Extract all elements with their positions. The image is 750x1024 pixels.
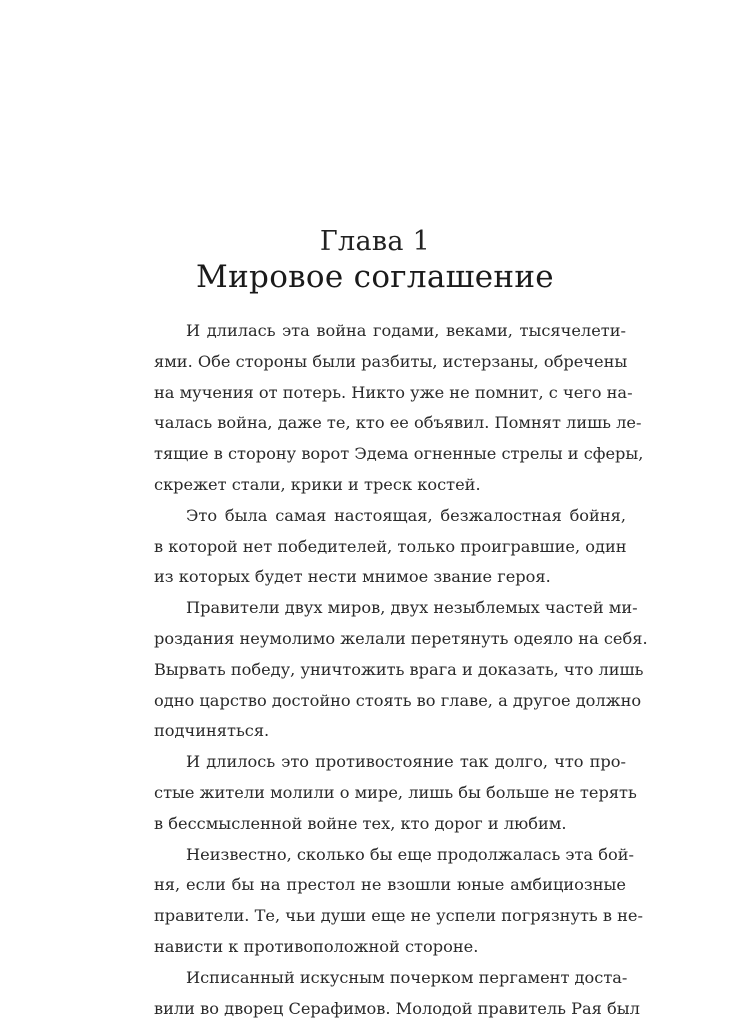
text-line: И длилась эта война годами, веками, тысячелети- xyxy=(186,321,626,340)
text-line: на мучения от потерь. Никто уже не помнит, с чего на- xyxy=(154,382,633,402)
text-line: нависти к противоположной стороне. xyxy=(154,936,479,956)
text-line: роздания неумолимо желали перетянуть одеяло на себя. xyxy=(154,628,648,648)
paragraph xyxy=(154,501,626,593)
chapter-title: Мировое соглашение xyxy=(196,259,554,295)
text-line: ня, если бы на престол не взошли юные амбициозные xyxy=(154,875,626,895)
paragraph xyxy=(154,593,648,747)
text-line: ями. Обе стороны были разбиты, истерзаны, обречены xyxy=(154,351,628,371)
text-line: Это была самая настоящая, безжалостная бойня, xyxy=(186,505,626,525)
chapter-number: Глава 1 xyxy=(319,226,431,257)
text-line: Вырвать победу, уничтожить врага и доказать, что лишь xyxy=(154,659,644,679)
text-line: тящие в сторону ворот Эдема огненные стрелы и сферы, xyxy=(154,444,644,464)
text-line: вили во дворец Серафимов. Молодой правитель Рая был xyxy=(154,998,640,1018)
paragraph xyxy=(154,316,644,501)
text-line: подчиняться. xyxy=(154,721,270,741)
text-line: правители. Те, чьи души еще не успели погрязнуть в не- xyxy=(154,906,643,926)
text-line: стые жители молили о мире, лишь бы больше не терять xyxy=(154,782,637,802)
text-line: в которой нет победителей, только проигравшие, один xyxy=(154,536,627,556)
paragraph xyxy=(154,747,637,839)
text-line: Неизвестно, сколько бы еще продолжалась эта бой- xyxy=(186,844,634,864)
text-line: одно царство достойно стоять во главе, а другое должно xyxy=(154,690,642,710)
text-line: скрежет стали, крики и треск костей. xyxy=(154,474,481,494)
chapter-body xyxy=(154,316,648,1024)
text-line: из которых будет нести мнимое звание героя. xyxy=(154,567,551,587)
text-line: в бессмысленной войне тех, кто дорог и любим. xyxy=(154,813,567,833)
text-line: И длилось это противостояние так долго, что про- xyxy=(186,752,626,772)
text-line: Правители двух миров, двух незыблемых частей ми- xyxy=(186,598,638,618)
text-line: чалась война, даже те, кто ее объявил. Помнят лишь ле- xyxy=(154,413,642,433)
paragraph xyxy=(154,963,640,1024)
paragraph xyxy=(154,840,643,963)
text-line: Исписанный искусным почерком пергамент доста- xyxy=(186,967,628,987)
